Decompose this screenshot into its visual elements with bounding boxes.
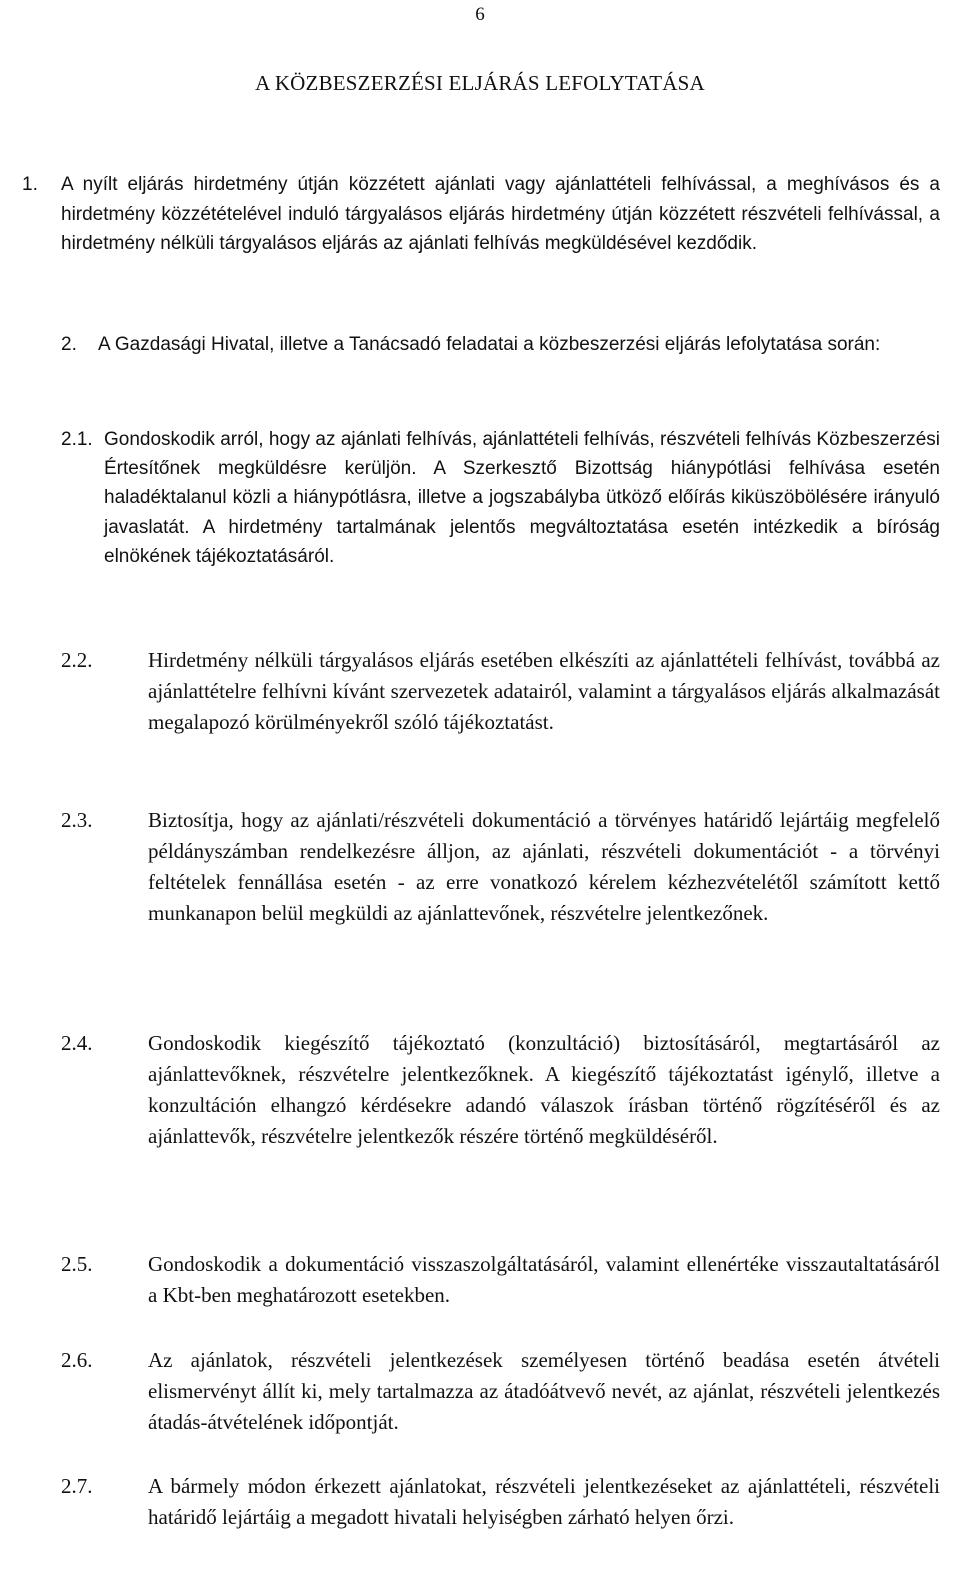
section-number: 2. bbox=[61, 334, 77, 355]
subsection-text: Gondoskodik kiegészítő tájékoztató (konzultáció) biztosításáról, megtartásáról az ajánlattevőknek, részvételre jelentkezőknek. A kiegészítő tájékoztatást igénylő, illetve a konzultáción elhangzó kérdésekre adandó válaszok írásban történő rögzítéséről és az ajánlattevők, részvételre jelentkezők részére történő megküldéséről. bbox=[148, 1031, 940, 1148]
subsection-number: 2.4. bbox=[61, 1031, 93, 1055]
subsection-text: Biztosítja, hogy az ajánlati/részvételi dokumentáció a törvényes határidő lejártáig megfelelő példányszámban rendelkezésre álljon, az ajánlati, részvételi dokumentációt - a törvényi feltételek fennállása esetén - az erre vonatkozó kérelem kézhezvételétől számított kettő munkanapon belül megküldi az ajánlattevőnek, részvételre jelentkezőnek. bbox=[148, 808, 940, 925]
document-title: A KÖZBESZERZÉSI ELJÁRÁS LEFOLYTATÁSA bbox=[255, 71, 705, 95]
subsection-text: A bármely módon érkezett ajánlatokat, részvételi jelentkezéseket az ajánlattételi, részvételi határidő lejártáig a megadott hivatali helyiségben zárható helyen őrzi. bbox=[148, 1474, 940, 1529]
subsection-text: Az ajánlatok, részvételi jelentkezések személyesen történő beadása esetén átvételi elismervényt állít ki, mely tartalmazza az átadóátvevő nevét, az ajánlat, részvételi jelentkezés átadás-átvételének időpontját. bbox=[148, 1348, 940, 1434]
subsection-text: Gondoskodik a dokumentáció visszaszolgáltatásáról, valamint ellenértéke visszautaltatásáról a Kbt-ben meghatározott esetekben. bbox=[148, 1252, 940, 1307]
section-text: A Gazdasági Hivatal, illetve a Tanácsadó feladatai a közbeszerzési eljárás lefolytatása során: bbox=[98, 334, 881, 355]
page-number: 6 bbox=[475, 4, 485, 25]
subsection-number: 2.6. bbox=[61, 1348, 93, 1372]
subsection-text: Hirdetmény nélküli tárgyalásos eljárás esetében elkészíti az ajánlattételi felhívást, továbbá az ajánlattételre felhívni kívánt szervezetek adatairól, valamint a tárgyalásos eljárás alkalmazását megalapozó körülményekről szóló tájékoztatást. bbox=[148, 648, 940, 734]
subsection-number: 2.7. bbox=[61, 1474, 93, 1498]
subsection-number: 2.5. bbox=[61, 1252, 93, 1276]
section-number: 1. bbox=[22, 174, 38, 195]
subsection-number: 2.2. bbox=[61, 648, 93, 672]
section-text: A nyílt eljárás hirdetmény útján közzétett ajánlati vagy ajánlattételi felhívással, a meghívásos és a hirdetmény közzétételével induló tárgyalásos eljárás hirdetmény útján közzétett részvételi felhívással, a hirdetmény nélküli tárgyalásos eljárás az ajánlati felhívás megküldésével kezdődik. bbox=[61, 174, 940, 254]
subsection-number: 2.3. bbox=[61, 808, 93, 832]
subsection-text: Gondoskodik arról, hogy az ajánlati felhívás, ajánlattételi felhívás, részvételi felhívás Közbeszerzési Értesítőnek megküldésre kerüljön. A Szerkesztő Bizottság hiánypótlási felhívása esetén haladéktalanul közli a hiánypótlásra, illetve a jogszabályba ütköző előírás kiküszöbölésére irányuló javaslatát. A hirdetmény tartalmának jelentős megváltoztatása esetén intézkedik a bíróság elnökének tájékoztatásáról. bbox=[104, 429, 940, 567]
subsection-number: 2.1. bbox=[61, 429, 93, 450]
